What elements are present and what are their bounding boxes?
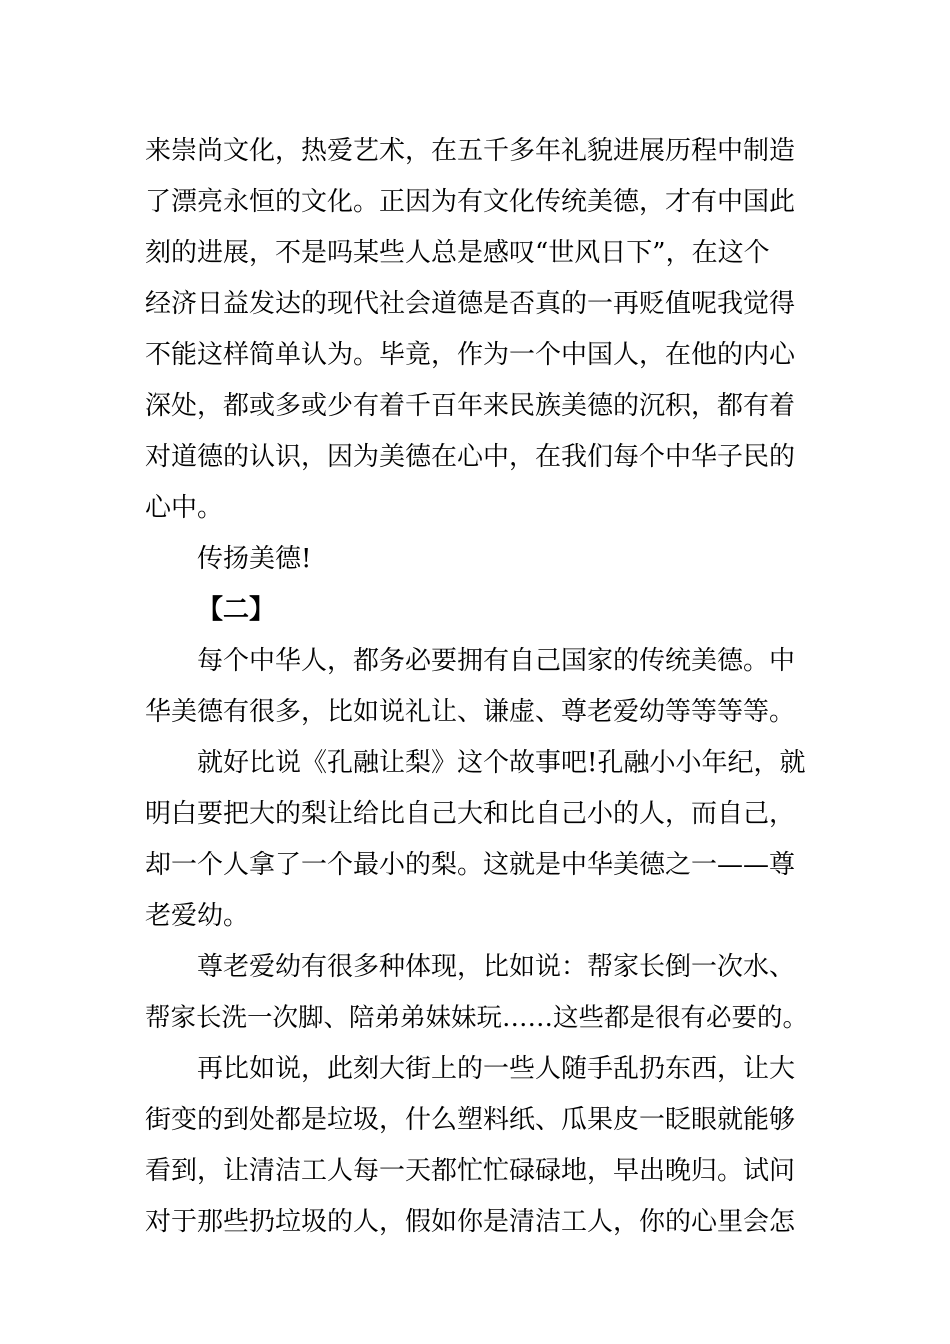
text-line: 街变的到处都是垃圾，什么塑料纸、瓜果皮一眨眼就能够 — [145, 1105, 796, 1135]
closing-line: 传扬美德! — [197, 544, 312, 574]
text-line: 不能这样简单认为。毕竟，作为一个中国人，在他的内心 — [145, 340, 796, 370]
paragraph-start: 尊老爱幼有很多种体现，比如说：帮家长倒一次水、 — [197, 952, 796, 982]
text-line: 老爱幼。 — [145, 901, 250, 931]
text-line: 来崇尚文化，热爱艺术，在五千多年礼貌进展历程中制造 — [145, 136, 796, 166]
text-line: 对道德的认识，因为美德在心中，在我们每个中华子民的 — [145, 442, 796, 472]
paragraph-start: 就好比说《孔融让梨》这个故事吧!孔融小小年纪，就 — [197, 748, 806, 778]
text-line: 经济日益发达的现代社会道德是否真的一再贬值呢我觉得 — [145, 289, 796, 319]
text-line: 心中。 — [145, 493, 224, 523]
text-line: 帮家长洗一次脚、陪弟弟妹妹玩……这些都是很有必要的。 — [145, 1003, 809, 1033]
text-line: 对于那些扔垃圾的人，假如你是清洁工人，你的心里会怎 — [145, 1207, 796, 1237]
text-line: 却一个人拿了一个最小的梨。这就是中华美德之一——尊 — [145, 850, 796, 880]
paragraph-start: 再比如说，此刻大街上的一些人随手乱扔东西，让大 — [197, 1054, 796, 1084]
text-line: 华美德有很多，比如说礼让、谦虚、尊老爱幼等等等等。 — [145, 697, 796, 727]
section-heading: 【二】 — [197, 595, 276, 625]
text-line: 深处，都或多或少有着千百年来民族美德的沉积，都有着 — [145, 391, 796, 421]
text-line: 明白要把大的梨让给比自己大和比自己小的人，而自己， — [145, 799, 796, 829]
text-line: 看到，让清洁工人每一天都忙忙碌碌地，早出晚归。试问 — [145, 1156, 796, 1186]
text-line: 刻的进展，不是吗某些人总是感叹“世风日下”，在这个 — [145, 238, 770, 268]
document-page — [145, 126, 815, 1248]
paragraph-start: 每个中华人，都务必要拥有自己国家的传统美德。中 — [197, 646, 796, 676]
text-line: 了漂亮永恒的文化。正因为有文化传统美德，才有中国此 — [145, 187, 796, 217]
